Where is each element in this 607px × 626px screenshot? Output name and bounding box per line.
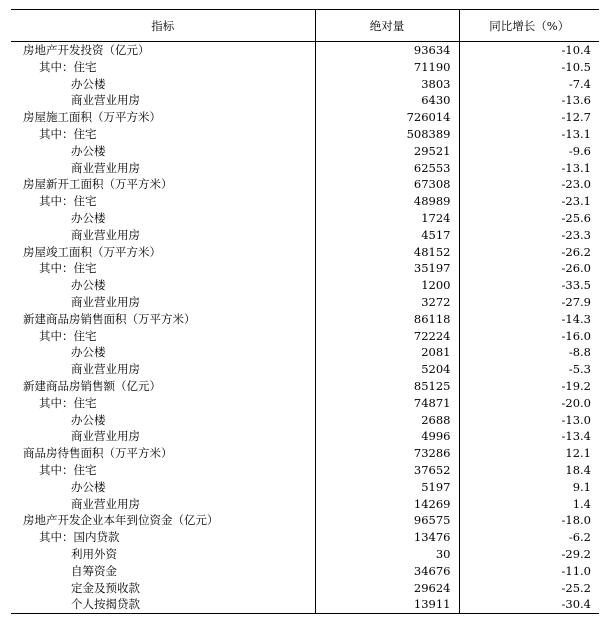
row-absolute-value: 85125 xyxy=(315,378,459,395)
row-indicator: 办公楼 xyxy=(71,345,106,360)
statistics-table xyxy=(11,9,599,614)
row-yoy-growth: 18.4 xyxy=(459,462,599,479)
row-indicator: 房地产开发投资（亿元） xyxy=(23,43,150,57)
table-row xyxy=(11,428,599,445)
table-row xyxy=(11,479,599,496)
table-row xyxy=(11,395,599,412)
table-row xyxy=(11,546,599,563)
row-yoy-growth: 12.1 xyxy=(459,445,599,462)
row-absolute-value: 34676 xyxy=(315,563,459,580)
row-indicator: 利用外资 xyxy=(71,546,117,561)
row-indicator: 商业营业用房 xyxy=(71,294,140,309)
row-indicator: 新建商品房销售额（亿元） xyxy=(23,378,161,393)
row-yoy-growth: -18.0 xyxy=(459,512,599,529)
row-yoy-growth: -25.6 xyxy=(459,210,599,227)
row-indicator: 房屋竣工面积（万平方米） xyxy=(23,244,161,259)
row-indicator: 办公楼 xyxy=(71,278,106,293)
table-row xyxy=(11,210,599,227)
row-indicator: 办公楼 xyxy=(71,479,106,494)
row-yoy-growth: -13.1 xyxy=(459,126,599,143)
row-absolute-value: 48152 xyxy=(315,244,459,261)
row-yoy-growth: -8.8 xyxy=(459,344,599,361)
row-indicator: 办公楼 xyxy=(71,412,106,427)
header-absolute-value: 绝对量 xyxy=(315,10,459,42)
row-absolute-value: 48989 xyxy=(315,193,459,210)
row-indicator: 房屋新开工面积（万平方米） xyxy=(23,177,173,192)
row-yoy-growth: -27.9 xyxy=(459,294,599,311)
row-indicator: 商业营业用房 xyxy=(71,429,140,444)
row-yoy-growth: -33.5 xyxy=(459,277,599,294)
row-absolute-value: 2081 xyxy=(315,344,459,361)
row-yoy-growth: -12.7 xyxy=(459,109,599,126)
row-absolute-value: 71190 xyxy=(315,59,459,76)
row-indicator: 其中：住宅 xyxy=(39,126,97,141)
row-absolute-value: 1200 xyxy=(315,277,459,294)
table-row xyxy=(11,361,599,378)
row-yoy-growth: -25.2 xyxy=(459,580,599,597)
row-yoy-growth: -13.6 xyxy=(459,92,599,109)
row-absolute-value: 29624 xyxy=(315,580,459,597)
table-row xyxy=(11,42,599,59)
row-yoy-growth: -5.3 xyxy=(459,361,599,378)
table-row xyxy=(11,328,599,345)
row-absolute-value: 4996 xyxy=(315,428,459,445)
row-yoy-growth: -6.2 xyxy=(459,529,599,546)
table-row xyxy=(11,92,599,109)
row-yoy-growth: -11.0 xyxy=(459,563,599,580)
row-yoy-growth: -10.4 xyxy=(459,42,599,59)
row-indicator: 房地产开发企业本年到位资金（亿元） xyxy=(23,513,219,528)
table-row xyxy=(11,244,599,261)
table-row xyxy=(11,496,599,513)
table-body xyxy=(11,42,599,614)
table-row xyxy=(11,378,599,395)
table-row xyxy=(11,227,599,244)
row-yoy-growth: -7.4 xyxy=(459,76,599,93)
row-yoy-growth: -20.0 xyxy=(459,395,599,412)
row-absolute-value: 13476 xyxy=(315,529,459,546)
table-row xyxy=(11,563,599,580)
row-yoy-growth: -13.0 xyxy=(459,412,599,429)
table-row xyxy=(11,109,599,126)
row-indicator: 其中：住宅 xyxy=(39,261,97,276)
row-absolute-value: 14269 xyxy=(315,496,459,513)
header-yoy-growth: 同比增长（%） xyxy=(459,10,599,42)
table-row xyxy=(11,143,599,160)
row-absolute-value: 4517 xyxy=(315,227,459,244)
row-indicator: 房屋施工面积（万平方米） xyxy=(23,110,161,125)
row-yoy-growth: -14.3 xyxy=(459,311,599,328)
row-yoy-growth: -13.1 xyxy=(459,160,599,177)
table-row xyxy=(11,294,599,311)
row-yoy-growth: -30.4 xyxy=(459,596,599,613)
row-indicator: 办公楼 xyxy=(71,143,106,158)
row-absolute-value: 73286 xyxy=(315,445,459,462)
table-row xyxy=(11,596,599,613)
row-yoy-growth: -19.2 xyxy=(459,378,599,395)
table-row xyxy=(11,344,599,361)
row-yoy-growth: 1.4 xyxy=(459,496,599,513)
row-absolute-value: 67308 xyxy=(315,176,459,193)
row-yoy-growth: -23.3 xyxy=(459,227,599,244)
table-row xyxy=(11,277,599,294)
row-indicator: 商业营业用房 xyxy=(71,496,140,511)
table-row xyxy=(11,126,599,143)
row-yoy-growth: -23.0 xyxy=(459,176,599,193)
row-indicator: 定金及预收款 xyxy=(71,580,140,595)
table-row xyxy=(11,529,599,546)
table-row xyxy=(11,76,599,93)
table-header xyxy=(11,10,599,42)
row-indicator: 自筹资金 xyxy=(71,563,117,578)
row-yoy-growth: -23.1 xyxy=(459,193,599,210)
row-absolute-value: 6430 xyxy=(315,92,459,109)
row-absolute-value: 72224 xyxy=(315,328,459,345)
row-absolute-value: 96575 xyxy=(315,512,459,529)
row-indicator: 其中：住宅 xyxy=(39,59,97,74)
row-absolute-value: 508389 xyxy=(315,126,459,143)
table-row xyxy=(11,445,599,462)
header-indicator: 指标 xyxy=(11,10,315,42)
row-indicator: 商业营业用房 xyxy=(71,160,140,175)
row-indicator: 其中：住宅 xyxy=(39,462,97,477)
row-absolute-value: 93634 xyxy=(315,42,459,59)
row-indicator: 办公楼 xyxy=(71,210,106,225)
row-indicator: 其中：住宅 xyxy=(39,328,97,343)
row-absolute-value: 62553 xyxy=(315,160,459,177)
row-absolute-value: 74871 xyxy=(315,395,459,412)
row-indicator: 办公楼 xyxy=(71,76,106,91)
row-indicator: 新建商品房销售面积（万平方米） xyxy=(23,311,196,326)
table-row xyxy=(11,512,599,529)
row-indicator: 商品房待售面积（万平方米） xyxy=(23,446,173,461)
table-row xyxy=(11,193,599,210)
row-yoy-growth: 9.1 xyxy=(459,479,599,496)
table-row xyxy=(11,160,599,177)
row-yoy-growth: -26.0 xyxy=(459,260,599,277)
row-absolute-value: 30 xyxy=(315,546,459,563)
table-row xyxy=(11,176,599,193)
row-absolute-value: 5197 xyxy=(315,479,459,496)
header-row xyxy=(11,10,599,42)
row-absolute-value: 35197 xyxy=(315,260,459,277)
row-absolute-value: 86118 xyxy=(315,311,459,328)
row-absolute-value: 37652 xyxy=(315,462,459,479)
row-absolute-value: 3272 xyxy=(315,294,459,311)
row-indicator: 商业营业用房 xyxy=(71,93,140,108)
table-row xyxy=(11,462,599,479)
row-yoy-growth: -29.2 xyxy=(459,546,599,563)
row-indicator: 商业营业用房 xyxy=(71,362,140,377)
table-row xyxy=(11,412,599,429)
row-yoy-growth: -26.2 xyxy=(459,244,599,261)
row-yoy-growth: -9.6 xyxy=(459,143,599,160)
row-absolute-value: 1724 xyxy=(315,210,459,227)
table-row xyxy=(11,311,599,328)
row-indicator: 其中：住宅 xyxy=(39,395,97,410)
row-yoy-growth: -13.4 xyxy=(459,428,599,445)
row-absolute-value: 3803 xyxy=(315,76,459,93)
row-absolute-value: 5204 xyxy=(315,361,459,378)
row-indicator: 其中：国内贷款 xyxy=(39,530,120,545)
row-indicator: 个人按揭贷款 xyxy=(11,596,315,613)
table-row xyxy=(11,260,599,277)
row-absolute-value: 13911 xyxy=(315,596,459,613)
row-indicator: 商业营业用房 xyxy=(71,227,140,242)
row-absolute-value: 726014 xyxy=(315,109,459,126)
row-yoy-growth: -16.0 xyxy=(459,328,599,345)
row-yoy-growth: -10.5 xyxy=(459,59,599,76)
row-indicator: 其中：住宅 xyxy=(39,194,97,209)
row-absolute-value: 2688 xyxy=(315,412,459,429)
table-row xyxy=(11,59,599,76)
row-absolute-value: 29521 xyxy=(315,143,459,160)
table-row xyxy=(11,580,599,597)
